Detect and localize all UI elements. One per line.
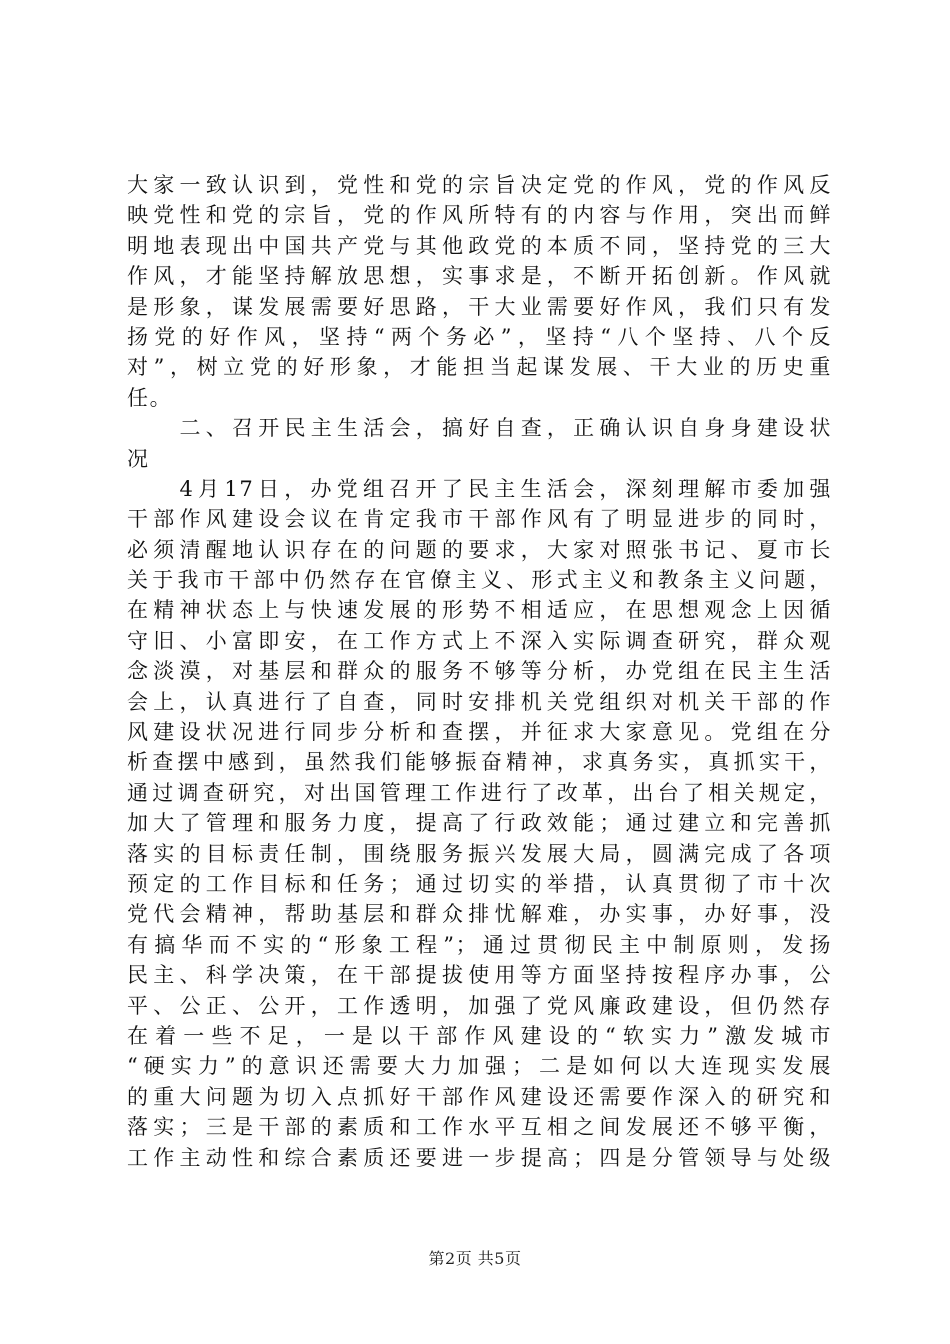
text-line: 平、公正、公开，工作透明，加强了党风廉政建设，但仍然存	[127, 993, 832, 1018]
text-line: 预定的工作目标和任务；通过切实的举措，认真贯彻了市十次	[127, 871, 832, 896]
text-line: 大家一致认识到，党性和党的宗旨决定党的作风，党的作风反	[127, 173, 832, 197]
text-line: 明地表现出中国共产党与其他政党的本质不同，坚持党的三大	[127, 233, 832, 258]
text-line: 会上，认真进行了自查，同时安排机关党组织对机关干部的作	[127, 689, 832, 714]
text-line: 任。	[127, 385, 173, 410]
text-line: 加大了管理和服务力度，提高了行政效能；通过建立和完善抓	[127, 811, 832, 836]
text-line: 念淡漠，对基层和群众的服务不够等分析，办党组在民主生活	[127, 659, 832, 684]
text-line: 在着一些不足，一是以干部作风建设的“软实力”激发城市	[127, 1023, 832, 1048]
page-number-footer: 第2页 共5页	[428, 1249, 522, 1268]
text-line: 有搞华而不实的“形象工程”；通过贯彻民主中制原则，发扬	[127, 932, 832, 957]
text-line: 干部作风建设会议在肯定我市干部作风有了明显进步的同时，	[127, 507, 832, 532]
section-heading-line: 二、召开民主生活会，搞好自查，正确认识自身身建设状	[127, 416, 832, 441]
text-line: 映党性和党的宗旨，党的作风所特有的内容与作用，突出而鲜	[127, 203, 832, 228]
text-line: 扬党的好作风，坚持“两个务必”，坚持“八个坚持、八个反	[127, 324, 832, 349]
body-text	[127, 170, 832, 1173]
text-line: 通过调查研究，对出国管理工作进行了改革，出台了相关规定，	[127, 780, 832, 805]
text-line: 守旧、小富即安，在工作方式上不深入实际调查研究，群众观	[127, 628, 832, 653]
text-line: 落实；三是干部的素质和工作水平互相之间发展还不够平衡，	[127, 1115, 832, 1140]
text-line: 析查摆中感到，虽然我们能够振奋精神，求真务实，真抓实干，	[127, 750, 832, 775]
text-line: 是形象，谋发展需要好思路，干大业需要好作风，我们只有发	[127, 294, 832, 319]
text-line: 作风，才能坚持解放思想，实事求是，不断开拓创新。作风就	[127, 264, 832, 289]
section-heading-line: 况	[127, 446, 150, 471]
text-line: 民主、科学决策，在干部提拔使用等方面坚持按程序办事，公	[127, 963, 832, 988]
text-line: 的重大问题为切入点抓好干部作风建设还需要作深入的研究和	[127, 1084, 832, 1109]
text-line: “硬实力”的意识还需要大力加强；二是如何以大连现实发展	[127, 1054, 832, 1079]
text-line: 在精神状态上与快速发展的形势不相适应，在思想观念上因循	[127, 598, 832, 623]
text-line: 对”，树立党的好形象，才能担当起谋发展、干大业的历史重	[127, 355, 832, 380]
text-line: 必须清醒地认识存在的问题的要求，大家对照张书记、夏市长	[127, 537, 832, 562]
text-line: 4月17日，办党组召开了民主生活会，深刻理解市委加强	[127, 476, 832, 501]
text-line: 工作主动性和综合素质还要进一步提高；四是分管领导与处级	[127, 1145, 832, 1170]
text-line: 落实的目标责任制，围绕服务振兴发展大局，圆满完成了各项	[127, 841, 832, 866]
text-line: 党代会精神，帮助基层和群众排忧解难，办实事，办好事，没	[127, 902, 832, 927]
text-line: 关于我市干部中仍然存在官僚主义、形式主义和教条主义问题，	[127, 568, 832, 593]
text-line: 风建设状况进行同步分析和查摆，并征求大家意见。党组在分	[127, 720, 832, 745]
